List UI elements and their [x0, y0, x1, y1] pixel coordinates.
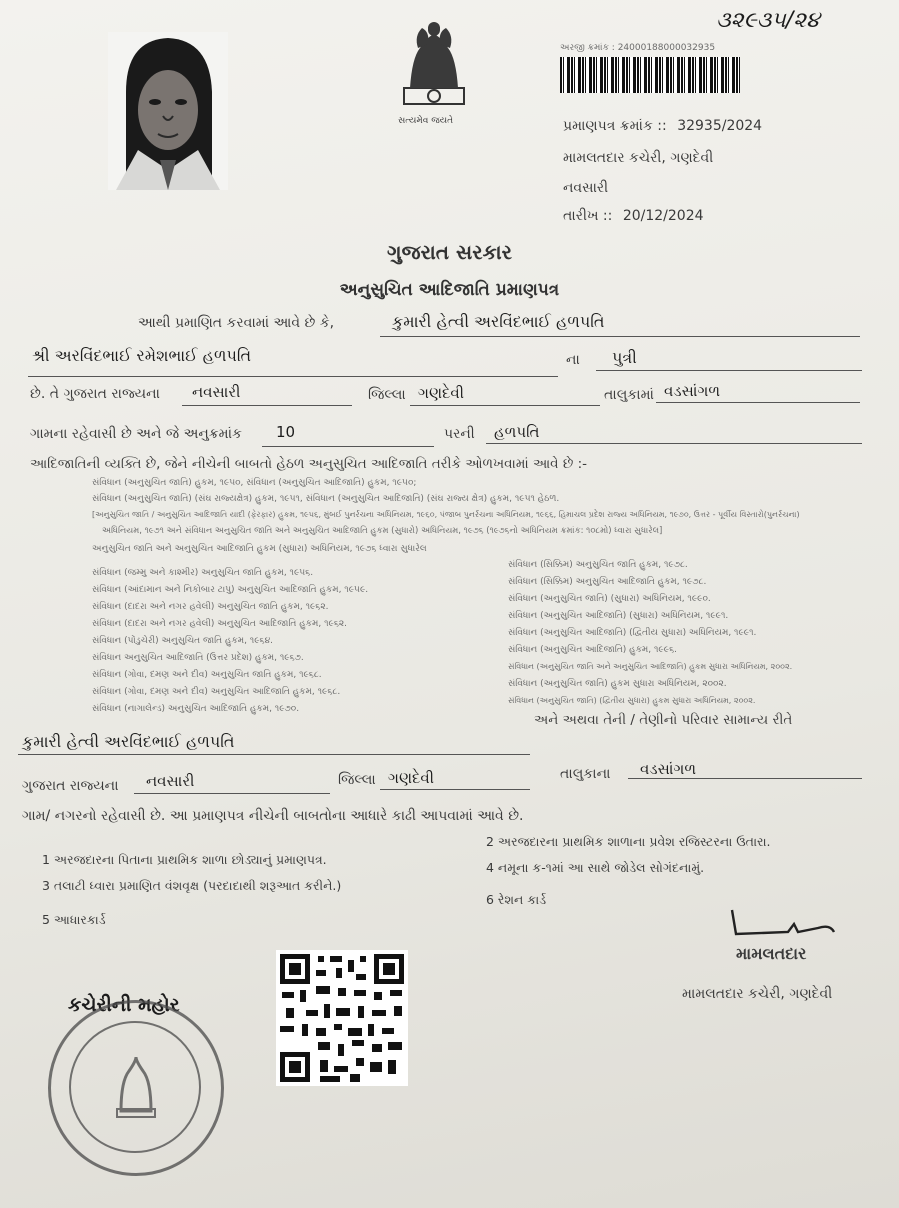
- family-label: અને અથવા તેની / તેણીનો પરિવાર સામાન્ય રીતે: [534, 712, 793, 728]
- emblem-motto: સત્યમેવ જયતે: [398, 116, 454, 126]
- government-title: ગુજરાત સરકાર: [387, 240, 512, 264]
- underline: [380, 336, 860, 337]
- law-left: સંવિધાન અનુસુચિત આદિજાતિ (ઉત્તર પ્રદેશ) હુકમ, ૧૯૬૭.: [92, 653, 304, 663]
- certificate-number-label: પ્રમાણપત્ર ક્રમાંક ::: [563, 118, 667, 134]
- law-right: સંવિધાન (અનુસુચિત આદિજાતિ) (દ્વિતીય સુધારા) અધિનિયમ, ૧૯૯૧.: [508, 628, 757, 638]
- national-emblem-icon: [390, 18, 478, 118]
- law-left: સંવિધાન (આંદામાન અને નિકોબાર ટાપુ) અનુસુચિત આદિજાતિ હુકમ, ૧૯૫૯.: [92, 585, 369, 595]
- underline: [410, 405, 600, 406]
- applicant-name-repeat: કુમારી હેત્વી અરવિંદભાઈ હળપતિ: [22, 732, 235, 751]
- document-item: 5 આધારકાર્ડ: [42, 912, 106, 927]
- underline: [28, 376, 558, 377]
- intro-text: આથી પ્રમાણિત કરવામાં આવે છે કે,: [138, 315, 335, 331]
- date-row: [563, 208, 704, 224]
- underline: [596, 370, 862, 371]
- applicant-photo: [108, 32, 228, 190]
- serial-number: 10: [276, 423, 296, 441]
- document-item: 6 રેશન કાર્ડ: [486, 892, 547, 907]
- underline: [182, 405, 352, 406]
- relation-prefix: ના: [566, 352, 580, 368]
- law-left: સંવિધાન (પોંડુચેરી) અનુસુચિત જાતિ હુકમ, ૧૯૬૪.: [92, 636, 274, 646]
- document-item: 1 અરજદારના પિતાના પ્રાથમિક શાળા છોડ્યાનું પ્રમાણપત્ર.: [42, 852, 327, 867]
- underline: [380, 789, 530, 790]
- district-2: નવસારી: [146, 772, 195, 790]
- applicant-name: કુમારી હેત્વી અરવિંદભાઈ હળપતિ: [392, 312, 605, 331]
- relation: પુત્રી: [612, 348, 637, 367]
- district: નવસારી: [192, 383, 241, 401]
- state-label: છે. તે ગુજરાત રાજ્યના: [30, 386, 160, 402]
- date-label: તારીખ ::: [563, 208, 613, 224]
- seal-label: કચેરીની મહોર: [68, 994, 180, 1016]
- law-right: સંવિધાન (અનુસુચિત જાતિ) (સુધારા) અધિનિયમ, ૧૯૯૦.: [508, 594, 711, 604]
- law-line: સંવિધાન (અનુસુચિત જાતિ) હુકમ, ૧૯૫૦, સંવિધાન (અનુસુચિત આદિજાતિ) હુકમ, ૧૯૫૦;: [92, 478, 417, 488]
- village: વડસાંગળ: [664, 382, 721, 400]
- taluka-label-2: તાલુકાના: [560, 766, 611, 782]
- underline: [486, 443, 862, 444]
- qr-code: [276, 950, 408, 1086]
- signatory-title: મામલતદાર: [736, 944, 807, 963]
- law-line: અધિનિયમ, ૧૯૭૧ અને સંવિધાન અનુસુચિત જાતિ અને અનુસુચિત આદિજાતિ હુકમ (સુધારો) અધિનિયમ, ૧૯૭૬ (૧૯૭૬નો અધિનિયમ ક્રમાંક: ૧૦૮મો) ધ્વારા સુધારેલ]: [102, 526, 663, 536]
- document-item: 4 નમૂના ક-૧માં આ સાથે જોડેલ સોગંદનામું.: [486, 860, 705, 875]
- document-item: 3 તલાટી ધ્વારા પ્રમાણિત વંશવૃક્ષ (પરદાદાથી શરૂઆત કરીને.): [42, 878, 342, 893]
- tribe: હળપતિ: [494, 423, 540, 441]
- district-label: જિલ્લા: [368, 387, 406, 403]
- handwritten-reference: ૩૨૯૩૫/૨૪: [716, 8, 820, 33]
- law-right: સંવિધાન (સિક્કિમ) અનુસુચિત જાતિ હુકમ, ૧૯૭૮.: [508, 560, 688, 570]
- law-right: સંવિધાન (અનુસુચિત જાતિ) હુકમ સુધારા અધિનિયમ, ૨૦૦૨.: [508, 679, 727, 689]
- underline: [18, 754, 530, 755]
- issue-date: 20/12/2024: [622, 208, 704, 224]
- resident-sentence: ગામ/ નગરનો રહેવાસી છે. આ પ્રમાણપત્ર નીચેની બાબતોના આધારે કાઢી આપવામાં આવે છે.: [22, 808, 524, 824]
- document-title: અનુસુચિત આદિજાતિ પ્રમાણપત્ર: [339, 280, 560, 300]
- law-left: સંવિધાન (દાદરા અને નગર હવેલી) અનુસુચિત જાતિ હુકમ, ૧૯૬૨.: [92, 602, 329, 612]
- law-right: સંવિધાન (અનુસુચિત જાતિ) (દ્વિતીય સુધારા) હુકમ સુધારા અધિનિયમ, ૨૦૦૨.: [508, 696, 756, 705]
- law-right: સંવિધાન (અનુસુચિત આદિજાતિ) (સુધારા) અધિનિયમ, ૧૯૯૧.: [508, 611, 729, 621]
- law-right: સંવિધાન (અનુસુચિત જાતિ અને અનુસુચિત આદિજાતિ) હુકમ સુધારા અધિનિયમ, ૨૦૦૨.: [508, 662, 793, 671]
- law-left: સંવિધાન (ગોવા, દમણ અને દીવ) અનુસુચિત આદિજાતિ હુકમ, ૧૯૬૮.: [92, 687, 341, 697]
- law-left: સંવિધાન (નાગાલેન્ડ) અનુસુચિત આદિજાતિ હુકમ, ૧૯૭૦.: [92, 704, 300, 714]
- law-line: સંવિધાન (અનુસુચિત જાતિ) (સંઘ રાજ્યક્ષેત્ર) હુકમ, ૧૯૫૧, સંવિધાન (અનુસુચિત આદિજાતિ) (સંઘ રાજ્ય ક્ષેત્ર) હુકમ, ૧૯૫૧ હેઠળ.: [92, 494, 560, 504]
- law-left: સંવિધાન (દાદરા અને નગર હવેલી) અનુસુચિત આદિજાતિ હુકમ, ૧૯૬૨.: [92, 619, 348, 629]
- underline: [656, 402, 860, 403]
- issuing-office: મામલતદાર કચેરી, ગણદેવી: [563, 150, 714, 166]
- law-line: અનુસુચિત જાતિ અને અનુસુચિત આદિજાતિ હુકમ (સુધારા) અધિનિયમ, ૧૯૭૬ ધ્વારા સુધારેલ: [92, 544, 427, 554]
- issuing-city: નવસારી: [563, 180, 609, 196]
- barcode: [560, 57, 740, 93]
- signature-icon: [728, 906, 838, 942]
- law-left: સંવિધાન (જમ્મુ અને કાશ્મીર) અનુસુચિત જાતિ હુકમ, ૧૯૫૬.: [92, 568, 314, 578]
- document-item: 2 અરજદારના પ્રાથમિક શાળાના પ્રવેશ રજિસ્ટરના ઉતારા.: [486, 834, 771, 849]
- underline: [262, 446, 434, 447]
- parni-label: પરની: [444, 426, 475, 442]
- resident-label: ગામના રહેવાસી છે અને જે અનુક્રમાંક: [30, 426, 242, 442]
- taluka-2: ગણદેવી: [388, 769, 435, 787]
- law-right: સંવિધાન (અનુસુચિત આદિજાતિ) હુકમ, ૧૯૯૬.: [508, 645, 677, 655]
- state-label-2: ગુજરાત રાજ્યના: [22, 778, 119, 794]
- office-seal-icon: [48, 1000, 224, 1176]
- law-line: [અનુસુચિત જાતિ / અનુસુચિત આદિજાતિ યાદી (ફેરફાર) હુકમ, ૧૯૫૬, મુંબઈ પુનર્રચના અધિનિયમ, ૧૯૬૦, પંજાબ પુનર્રચના અધિનિયમ, ૧૯૬૬, હિમાચલ પ્રદેશ રાજ્ય અધિનિયમ, ૧૯૭૦, ઉત્તર - પૂર્વીય વિસ્તારો(પુનર્રચના): [92, 510, 800, 519]
- district-label-2: જિલ્લા: [338, 772, 376, 788]
- father-name: શ્રી અરવિંદભાઈ રમેશભાઈ હળપતિ: [32, 346, 252, 365]
- signatory-office: મામલતદાર કચેરી, ગણદેવી: [682, 986, 833, 1002]
- application-number: અરજી ક્રમાંક : 24000188000032935: [560, 43, 716, 53]
- law-left: સંવિધાન (ગોવા, દમણ અને દીવ) અનુસુચિત જાતિ હુકમ, ૧૯૬૮.: [92, 670, 322, 680]
- certificate-number-row: [563, 118, 762, 134]
- taluka-label: તાલુકામાં: [604, 387, 654, 403]
- law-right: સંવિધાન (સિક્કિમ) અનુસુચિત આદિજાતિ હુકમ, ૧૯૭૮.: [508, 577, 707, 587]
- underline: [134, 793, 330, 794]
- tribe-sentence: આદિજાતિની વ્યક્તિ છે, જેને નીચેની બાબતો હેઠળ અનુસુચિત આદિજાતિ તરીકે ઓળખવામાં આવે છે :-: [30, 456, 588, 472]
- underline: [628, 778, 862, 779]
- village-2: વડસાંગળ: [640, 760, 697, 778]
- certificate-number: 32935/2024: [677, 118, 763, 134]
- taluka: ગણદેવી: [418, 384, 465, 402]
